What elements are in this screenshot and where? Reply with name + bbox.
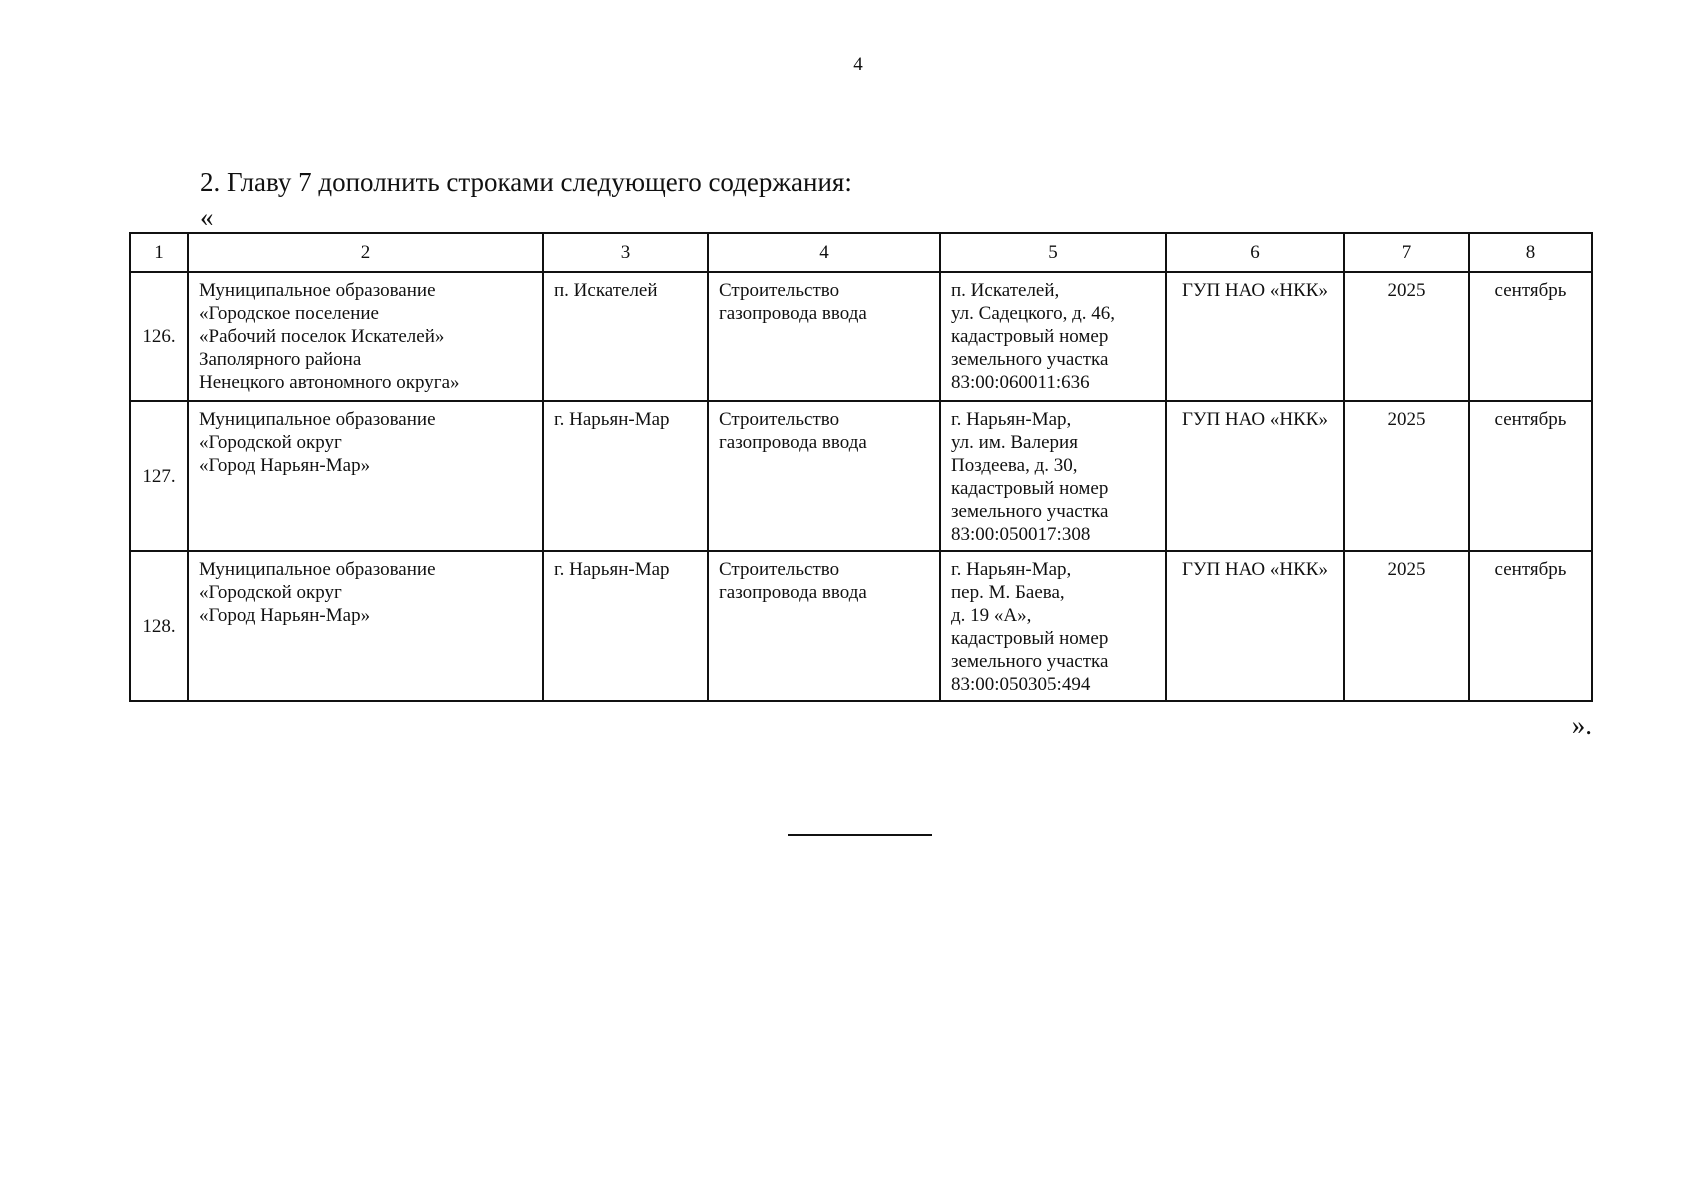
settlement-cell: г. Нарьян-Мар — [543, 551, 708, 701]
year-cell: 2025 — [1344, 401, 1469, 551]
settlement-cell: г. Нарьян-Мар — [543, 401, 708, 551]
amendment-table — [129, 232, 1593, 702]
organization-cell: ГУП НАО «НКК» — [1166, 551, 1344, 701]
column-header: 8 — [1469, 233, 1592, 272]
table-row — [130, 551, 1592, 701]
column-header: 3 — [543, 233, 708, 272]
row-number: 126. — [130, 272, 188, 401]
page-number: 4 — [853, 54, 863, 75]
year-cell: 2025 — [1344, 551, 1469, 701]
municipality-cell: Муниципальное образование «Городской округ «Город Нарьян-Мар» — [188, 401, 543, 551]
column-header: 1 — [130, 233, 188, 272]
address-cell: г. Нарьян-Мар, ул. им. Валерия Поздеева, д. 30, кадастровый номер земельного участка 83:00:050017:308 — [940, 401, 1166, 551]
municipality-cell: Муниципальное образование «Городское поселение «Рабочий поселок Искателей» Заполярного района Ненецкого автономного округа» — [188, 272, 543, 401]
end-separator-line — [788, 834, 932, 836]
table-row — [130, 401, 1592, 551]
year-cell: 2025 — [1344, 272, 1469, 401]
column-header: 5 — [940, 233, 1166, 272]
column-header: 2 — [188, 233, 543, 272]
column-header: 6 — [1166, 233, 1344, 272]
month-cell: сентябрь — [1469, 401, 1592, 551]
column-header: 7 — [1344, 233, 1469, 272]
column-header: 4 — [708, 233, 940, 272]
closing-quote: ». — [1571, 710, 1592, 740]
work-type-cell: Строительство газопровода ввода — [708, 272, 940, 401]
row-number: 127. — [130, 401, 188, 551]
settlement-cell: п. Искателей — [543, 272, 708, 401]
month-cell: сентябрь — [1469, 272, 1592, 401]
row-number: 128. — [130, 551, 188, 701]
month-cell: сентябрь — [1469, 551, 1592, 701]
work-type-cell: Строительство газопровода ввода — [708, 401, 940, 551]
organization-cell: ГУП НАО «НКК» — [1166, 401, 1344, 551]
municipality-cell: Муниципальное образование «Городской округ «Город Нарьян-Мар» — [188, 551, 543, 701]
table-row — [130, 272, 1592, 401]
work-type-cell: Строительство газопровода ввода — [708, 551, 940, 701]
opening-quote: « — [200, 202, 214, 232]
organization-cell: ГУП НАО «НКК» — [1166, 272, 1344, 401]
address-cell: п. Искателей, ул. Садецкого, д. 46, кадастровый номер земельного участка 83:00:060011:636 — [940, 272, 1166, 401]
address-cell: г. Нарьян-Мар, пер. М. Баева, д. 19 «А», кадастровый номер земельного участка 83:00:050305:494 — [940, 551, 1166, 701]
intro-paragraph: 2. Главу 7 дополнить строками следующего содержания: — [200, 167, 852, 197]
header-row — [130, 233, 1592, 272]
